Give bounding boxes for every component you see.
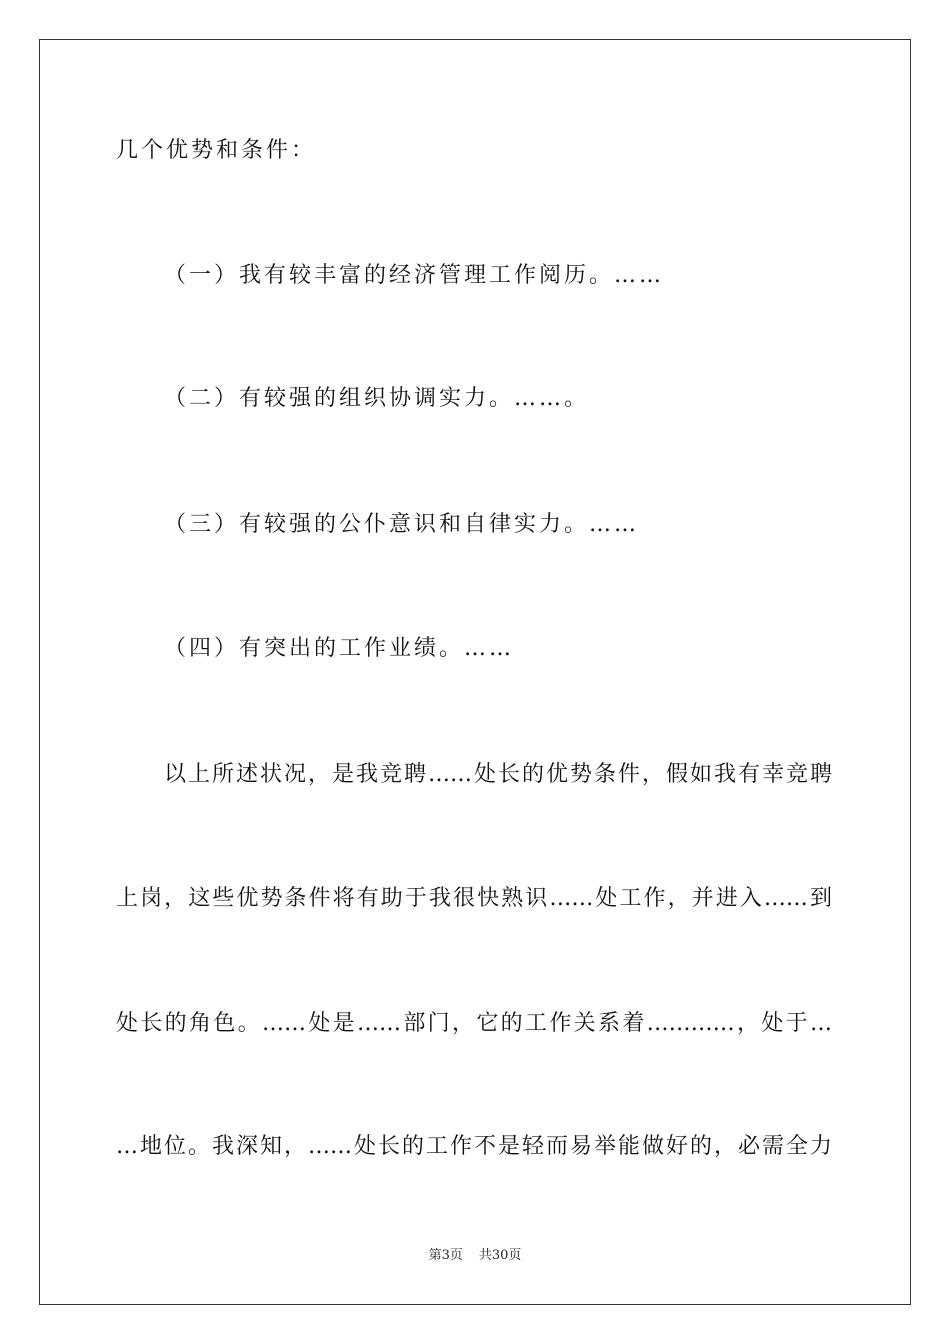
page-border [39,39,911,1305]
text-line-item-2: （二）有较强的组织协调实力。……。 [164,386,590,411]
page-total: 共30页 [478,1248,522,1263]
page-number: 第3页 [428,1248,463,1263]
text-line-item-1: （一）我有较丰富的经济管理工作阅历。…… [164,263,665,288]
text-line-paragraph-4: …地位。我深知，……处长的工作不是轻而易举能做好的，必需全力 [116,1134,832,1159]
page-footer [0,1247,950,1265]
text-line-item-4: （四）有突出的工作业绩。…… [164,636,515,661]
text-line-item-3: （三）有较强的公仆意识和自律实力。…… [164,512,640,537]
text-line-intro: 几个优势和条件： [116,138,317,163]
text-line-paragraph-2: 上岗，这些优势条件将有助于我很快熟识……处工作，并进入……到 [116,886,832,911]
text-line-paragraph-3: 处长的角色。……处是……部门，它的工作关系着…………，处于… [116,1011,832,1036]
text-line-paragraph-1: 以上所述状况，是我竞聘……处长的优势条件，假如我有幸竞聘 [164,762,832,787]
